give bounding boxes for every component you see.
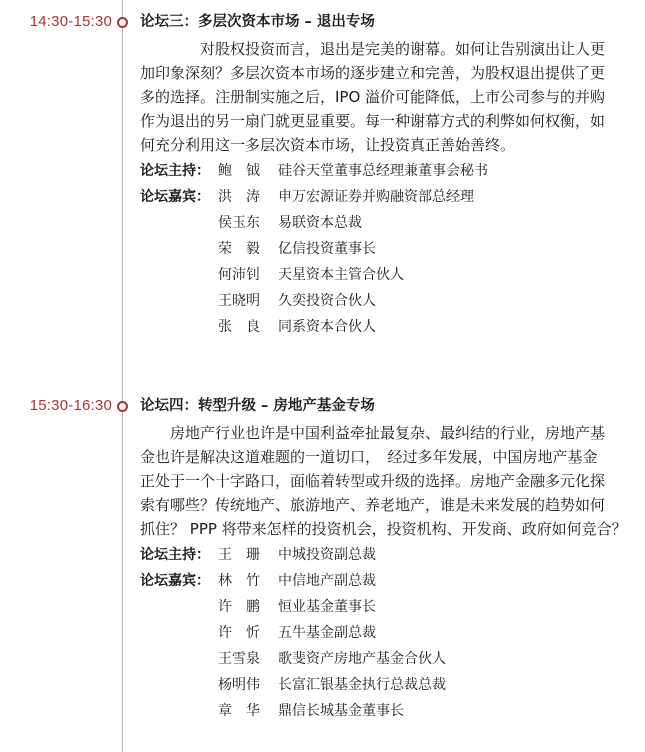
guest-row [140,698,620,724]
guest-row [140,262,620,288]
host-label: 论坛主持： [140,547,210,563]
session-content [140,396,627,724]
guest-row [140,184,620,210]
description-line: 对股权投资而言，退出是完美的谢幕。如何让告别演出让人更 [140,40,606,58]
description-line: 索有哪些？传统地产、旅游地产、养老地产，谁是未来发展的趋势如何 [140,496,606,514]
guest-title: 亿信投资董事长 [278,241,376,257]
guest-row [140,314,620,340]
guest-row [140,620,620,646]
session-description [140,37,620,157]
guest-name: 许 忻 [218,625,260,641]
guest-row [140,646,620,672]
guest-name: 章 华 [218,703,260,719]
guest-row [140,594,620,620]
guest-title: 恒业基金董事长 [278,599,376,615]
guest-name: 何沛钊 [218,267,260,283]
session-title: 论坛四：转型升级 – 房地产基金专场 [140,398,375,414]
host-title: 中城投资副总裁 [278,547,376,563]
guest-name: 洪 涛 [218,189,260,205]
guest-row [140,672,620,698]
guest-name: 张 良 [218,319,260,335]
host-label: 论坛主持： [140,163,210,179]
guest-name: 荣 毅 [218,241,260,257]
description-line: 金也许是解决这道难题的一道切口， 经过多年发展，中国房地产基金 [140,448,598,466]
host-name: 王 珊 [218,547,260,563]
description-line: 多的选择。注册制实施之后，IPO 溢价可能降低，上市公司参与的并购 [140,88,606,106]
guest-row [140,210,620,236]
guest-name: 王晓明 [218,293,260,309]
host-title: 硅谷天堂董事总经理兼董事会秘书 [278,163,488,179]
guest-row [140,288,620,314]
guest-title: 申万宏源证券并购融资部总经理 [278,189,474,205]
guest-name: 许 鹏 [218,599,260,615]
host-row [140,542,620,568]
session-content [140,12,620,340]
guest-title: 同系资本合伙人 [278,319,376,335]
guest-title: 五牛基金副总裁 [278,625,376,641]
guest-label: 论坛嘉宾： [140,573,210,589]
guest-label: 论坛嘉宾： [140,189,210,205]
description-line: 何充分利用这一多层次资本市场，让投资真正善始善终。 [140,136,516,154]
guest-title: 歌斐资产房地产基金合伙人 [278,651,446,667]
timeline-dot-icon [117,401,128,412]
people-list [140,158,620,340]
session-time: 14:30-15:30 [29,13,112,30]
description-line: 加印象深刻？多层次资本市场的逐步建立和完善，为股权退出提供了更 [140,64,606,82]
guest-row [140,236,620,262]
guest-name: 林 竹 [218,573,260,589]
guest-title: 长富汇银基金执行总裁总裁 [278,677,446,693]
people-list [140,542,620,724]
description-line: 作为退出的另一扇门就更显重要。每一种谢幕方式的利弊如何权衡，如 [140,112,606,130]
guest-title: 易联资本总裁 [278,215,362,231]
guest-name: 王雪泉 [218,651,260,667]
host-row [140,158,620,184]
description-line: 抓住？ PPP 将带来怎样的投资机会，投资机构、开发商、政府如何竞合？ [140,520,627,538]
description-line: 房地产行业也许是中国利益牵扯最复杂、最纠结的行业，房地产基 [140,424,606,442]
guest-title: 久奕投资合伙人 [278,293,376,309]
guest-title: 中信地产副总裁 [278,573,376,589]
guest-title: 鼎信长城基金董事长 [278,703,404,719]
guest-row [140,568,620,594]
description-line: 正处于一个十字路口，面临着转型或升级的选择。房地产金融多元化探 [140,472,606,490]
guest-name: 杨明伟 [218,677,260,693]
session-title: 论坛三：多层次资本市场 – 退出专场 [140,14,375,30]
session-description [140,421,627,541]
guest-title: 天星资本主管合伙人 [278,267,404,283]
timeline-line [122,0,123,752]
session-time: 15:30-16:30 [29,397,112,414]
timeline-dot-icon [117,17,128,28]
guest-name: 侯玉东 [218,215,260,231]
host-name: 鲍 钺 [218,163,260,179]
